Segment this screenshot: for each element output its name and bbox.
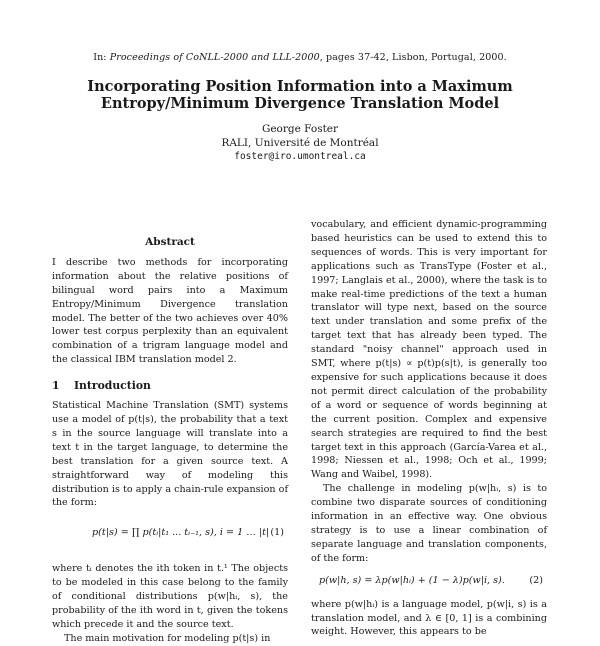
venue-prefix: In: xyxy=(93,52,110,63)
abstract-heading: Abstract xyxy=(145,236,195,248)
venue-line xyxy=(0,52,600,63)
title-line-2: Entropy/Minimum Divergence Translation Model xyxy=(100,95,500,112)
left-column xyxy=(52,218,288,646)
equation-1 xyxy=(52,516,288,556)
section-number: 1 xyxy=(52,379,60,393)
intro-paragraph-2: where tᵢ denotes the ith token in t.¹ The objects to be modeled in this case belong to the family of conditional distributions p(w|hᵢ, s), the probability of the ith word in t, given the tokens which precede it and the source text. xyxy=(52,563,288,630)
right-column xyxy=(311,218,547,639)
author-affiliation: RALI, Université de Montréal xyxy=(221,137,379,149)
equation-2-number: (2) xyxy=(529,574,543,586)
intro-paragraph-1: Statistical Machine Translation (SMT) systems use a model of p(t|s), the probability that a text s in the source language will translate into a text t in the target language, to determine the best translation for a given source text. A straightforward way of modeling this distribution is to apply a chain-rule expansion of the form: xyxy=(52,400,288,509)
section-heading-introduction xyxy=(52,379,288,393)
author-block xyxy=(0,122,600,164)
right-paragraph-1: vocabulary, and efficient dynamic-programming based heuristics can be used to extend this to sequences of words. This is very important for applications such as TransType (Foster et al., 1997; Langlais et al., 2000), where the task is to make real-time predictions of the text a human translator will type next, based on the source text under translation and some prefix of the target text that has already been typed. The standard "noisy channel" approach used in SMT, where p(t|s) ∝ p(t)p(s|t), is generally too expensive for such applications because it does not permit direct calculation of the probability of a word or sequence of words beginning at the current position. Complex and expensive search strategies are required to find the best target text in this approach (García-Varea et al., 1998; Niessen et al., 1998; Och et al., 1999; Wang and Waibel, 1998). xyxy=(311,219,547,481)
author-name: George Foster xyxy=(261,123,339,135)
abstract-text: I describe two methods for incorporating information about the relative positions of bilingual word pairs into a Maximum Entropy/Minimum Divergence translation model. The better of the two achieves over 40% lower test corpus perplexity than an equivalent combination of a trigram language model and the classical IBM translation model 2. xyxy=(52,256,288,366)
venue-proceedings: Proceedings of CoNLL-2000 and LLL-2000 xyxy=(109,52,320,63)
equation-2-body: p(w|h, s) = λp(w|hᵢ) + (1 − λ)p(w|i, s). xyxy=(319,574,505,586)
equation-1-number: (1) xyxy=(270,527,284,539)
intro-paragraph-3-start: The main motivation for modeling p(t|s) in xyxy=(64,632,271,644)
right-paragraph-3: where p(w|hᵢ) is a language model, p(w|i, s) is a translation model, and λ ∈ [0, 1] is a combining weight. However, this appears to be xyxy=(311,598,547,638)
title-line-1: Incorporating Position Information into a Maximum xyxy=(87,78,513,95)
venue-suffix: , pages 37-42, Lisbon, Portugal, 2000. xyxy=(319,52,507,63)
right-paragraph-2: The challenge in modeling p(w|hᵢ, s) is to combine two disparate sources of conditioning information in an effective way. One obvious strategy is to use a linear combination of separate language and translation components, of the form: xyxy=(311,483,547,564)
paper-title xyxy=(40,78,560,112)
section-title: Introduction xyxy=(74,379,151,393)
equation-2 xyxy=(311,572,547,592)
equation-1-body: p(t|s) = ∏ p(tᵢ|t₁ ... tᵢ₋₁, s), i = 1 … |t| xyxy=(92,527,270,539)
author-email: foster@iro.umontreal.ca xyxy=(234,151,366,162)
